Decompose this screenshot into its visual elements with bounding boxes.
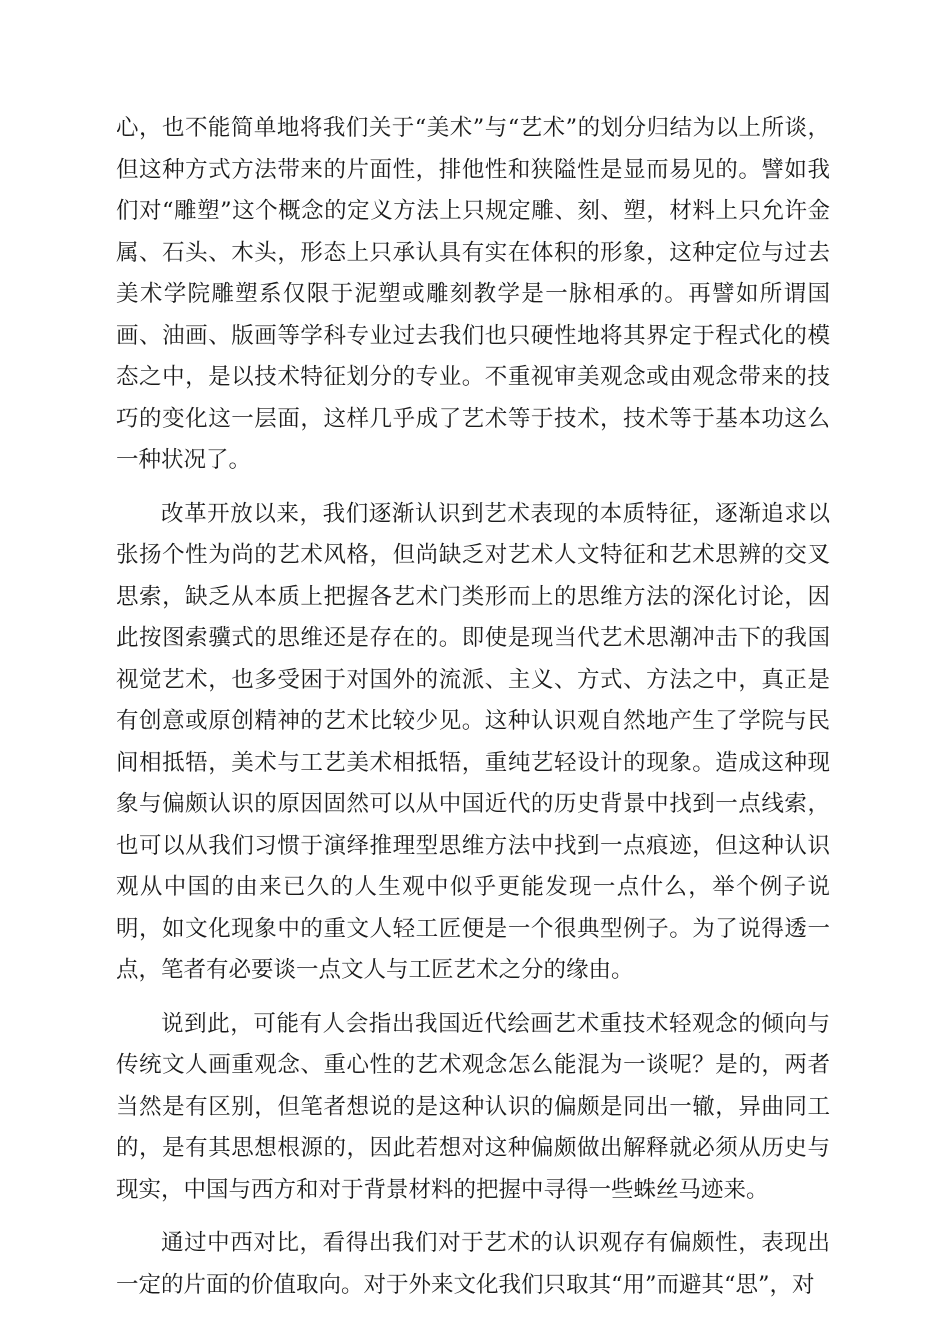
document-body [116, 108, 830, 1306]
paragraph-literati-painting: 说到此，可能有人会指出我国近代绘画艺术重技术轻观念的倾向与传统文人画重观念、重心性的艺术观念怎么能混为一谈呢？是的，两者当然是有区别，但笔者想说的是这种认识的偏颇是同出一辙，异曲同工的，是有其思想根源的，因此若想对这种偏颇做出解释就必须从历史与现实，中国与西方和对于背景材料的把握中寻得一些蛛丝马迹来。 [116, 1010, 830, 1203]
paragraph-continued: 心，也不能简单地将我们关于“美术”与“艺术”的划分归结为以上所谈，但这种方式方法带来的片面性，排他性和狭隘性是显而易见的。譬如我们对“雕塑”这个概念的定义方法上只规定雕、刻、塑，材料上只允许金属、石头、木头，形态上只承认具有实在体积的形象，这种定位与过去美术学院雕塑系仅限于泥塑或雕刻教学是一脉相承的。再譬如所谓国画、油画、版画等学科专业过去我们也只硬性地将其界定于程式化的模态之中，是以技术特征划分的专业。不重视审美观念或由观念带来的技巧的变化这一层面，这样几乎成了艺术等于技术，技术等于基本功这么一种状况了。 [116, 115, 830, 473]
paragraph-east-west-comparison: 通过中西对比，看得出我们对于艺术的认识观存有偏颇性，表现出一定的片面的价值取向。对于外来文化我们只取其“用”而避其“思”，对 [116, 1230, 830, 1298]
paragraph-reform-era: 改革开放以来，我们逐渐认识到艺术表现的本质特征，逐渐追求以张扬个性为尚的艺术风格，但尚缺乏对艺术人文特征和艺术思辨的交叉思索，缺乏从本质上把握各艺术门类形而上的思维方法的深化讨论，因此按图索骥式的思维还是存在的。即使是现当代艺术思潮冲击下的我国视觉艺术，也多受困于对国外的流派、主义、方式、方法之中，真正是有创意或原创精神的艺术比较少见。这种认识观自然地产生了学院与民间相抵牾，美术与工艺美术相抵牾，重纯艺轻设计的现象。造成这种现象与偏颇认识的原因固然可以从中国近代的历史背景中找到一点线索，也可以从我们习惯于演绎推理型思维方法中找到一点痕迹，但这种认识观从中国的由来已久的人生观中似乎更能发现一点什么，举个例子说明，如文化现象中的重文人轻工匠便是一个很典型例子。为了说得透一点，笔者有必要谈一点文人与工匠艺术之分的缘由。 [116, 500, 830, 983]
